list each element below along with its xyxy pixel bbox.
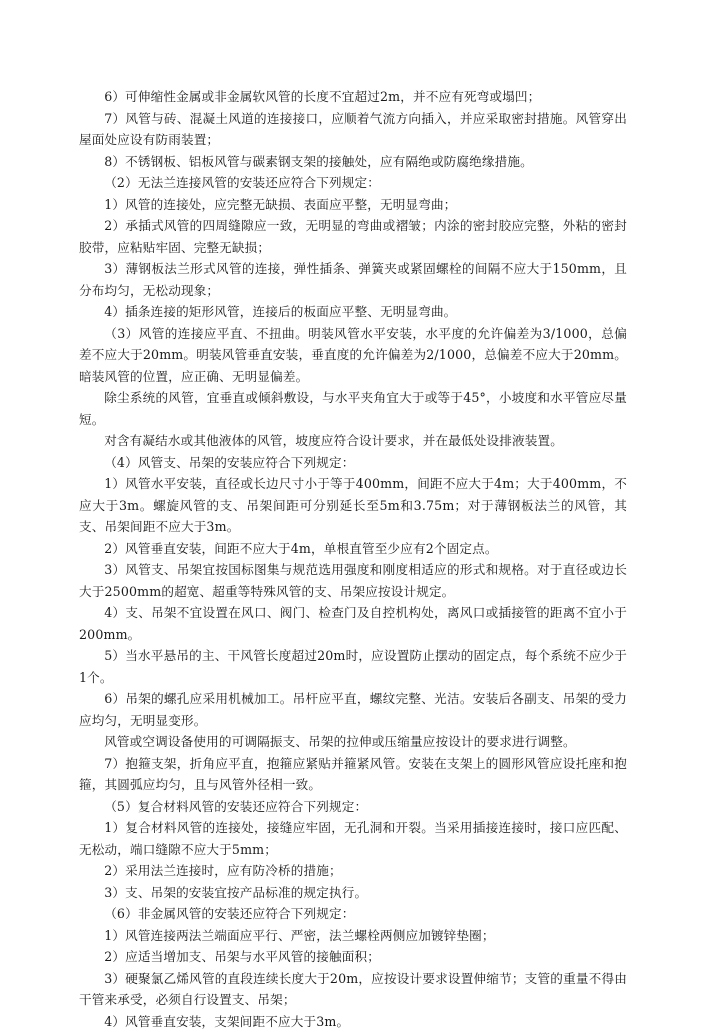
paragraph: 3）风管支、吊架宜按国标图集与规范选用强度和刚度相适应的形式和规格。对于直径或边长大于2500mm的超宽、超重等特殊风管的支、吊架应按设计规定。 xyxy=(79,559,627,602)
paragraph: 6）可伸缩性金属或非金属软风管的长度不宜超过2m，并不应有死弯或塌凹； xyxy=(79,86,627,108)
paragraph: 2）应适当增加支、吊架与水平风管的接触面积； xyxy=(79,946,627,968)
paragraph: 除尘系统的风管，宜垂直或倾斜敷设，与水平夹角宜大于或等于45°，小坡度和水平管应尽量短。 xyxy=(79,387,627,430)
document-body xyxy=(79,86,627,1032)
paragraph: （3）风管的连接应平直、不扭曲。明装风管水平安装，水平度的允许偏差为3/1000，总偏差不应大于20mm。明装风管垂直安装，垂直度的允许偏差为2/1000，总偏差不应大于20mm。暗装风管的位置，应正确、无明显偏差。 xyxy=(79,323,627,388)
paragraph: 3）薄钢板法兰形式风管的连接，弹性插条、弹簧夹或紧固螺栓的间隔不应大于150mm，且分布均匀，无松动现象； xyxy=(79,258,627,301)
paragraph: 7）抱箍支架，折角应平直，抱箍应紧贴并箍紧风管。安装在支架上的圆形风管应设托座和抱箍，其圆弧应均匀，且与风管外径相一致。 xyxy=(79,753,627,796)
paragraph: 6）吊架的螺孔应采用机械加工。吊杆应平直，螺纹完整、光洁。安装后各副支、吊架的受力应均匀，无明显变形。 xyxy=(79,688,627,731)
paragraph: 7）风管与砖、混凝土风道的连接接口，应顺着气流方向插入，并应采取密封措施。风管穿出屋面处应设有防雨装置； xyxy=(79,108,627,151)
paragraph: 2）采用法兰连接时，应有防冷桥的措施； xyxy=(79,860,627,882)
paragraph: 1）复合材料风管的连接处，接缝应牢固，无孔洞和开裂。当采用插接连接时，接口应匹配、无松动，端口缝隙不应大于5mm； xyxy=(79,817,627,860)
paragraph: 3）支、吊架的安装宜按产品标准的规定执行。 xyxy=(79,882,627,904)
paragraph: 3）硬聚氯乙烯风管的直段连续长度大于20m，应按设计要求设置伸缩节；支管的重量不得由干管来承受，必须自行设置支、吊架； xyxy=(79,968,627,1011)
paragraph: 2）承插式风管的四周缝隙应一致，无明显的弯曲或褶皱；内涂的密封胶应完整，外粘的密封胶带，应粘贴牢固、完整无缺损； xyxy=(79,215,627,258)
paragraph: 1）风管的连接处，应完整无缺损、表面应平整，无明显弯曲； xyxy=(79,194,627,216)
paragraph: 1）风管连接两法兰端面应平行、严密，法兰螺栓两侧应加镀锌垫圈； xyxy=(79,925,627,947)
paragraph: 4）插条连接的矩形风管，连接后的板面应平整、无明显弯曲。 xyxy=(79,301,627,323)
paragraph: 1）风管水平安装，直径或长边尺寸小于等于400mm，间距不应大于4m；大于400mm，不应大于3m。螺旋风管的支、吊架间距可分别延长至5m和3.75m；对于薄钢板法兰的风管，其支、吊架间距不应大于3m。 xyxy=(79,473,627,538)
paragraph: （6）非金属风管的安装还应符合下列规定： xyxy=(79,903,627,925)
paragraph: 对含有凝结水或其他液体的风管，坡度应符合设计要求，并在最低处设排液装置。 xyxy=(79,430,627,452)
paragraph: 风管或空调设备使用的可调隔振支、吊架的拉伸或压缩量应按设计的要求进行调整。 xyxy=(79,731,627,753)
paragraph: 4）支、吊架不宜设置在风口、阀门、检查门及自控机构处，离风口或插接管的距离不宜小于200mm。 xyxy=(79,602,627,645)
paragraph: （4）风管支、吊架的安装应符合下列规定： xyxy=(79,452,627,474)
paragraph: （5）复合材料风管的安装还应符合下列规定： xyxy=(79,796,627,818)
paragraph: （2）无法兰连接风管的安装还应符合下列规定： xyxy=(79,172,627,194)
paragraph: 8）不锈钢板、铝板风管与碳素钢支架的接触处，应有隔绝或防腐绝缘措施。 xyxy=(79,151,627,173)
paragraph: 5）当水平悬吊的主、干风管长度超过20m时，应设置防止摆动的固定点，每个系统不应少于1个。 xyxy=(79,645,627,688)
paragraph: 4）风管垂直安装，支架间距不应大于3m。 xyxy=(79,1011,627,1032)
paragraph: 2）风管垂直安装，间距不应大于4m，单根直管至少应有2个固定点。 xyxy=(79,538,627,560)
